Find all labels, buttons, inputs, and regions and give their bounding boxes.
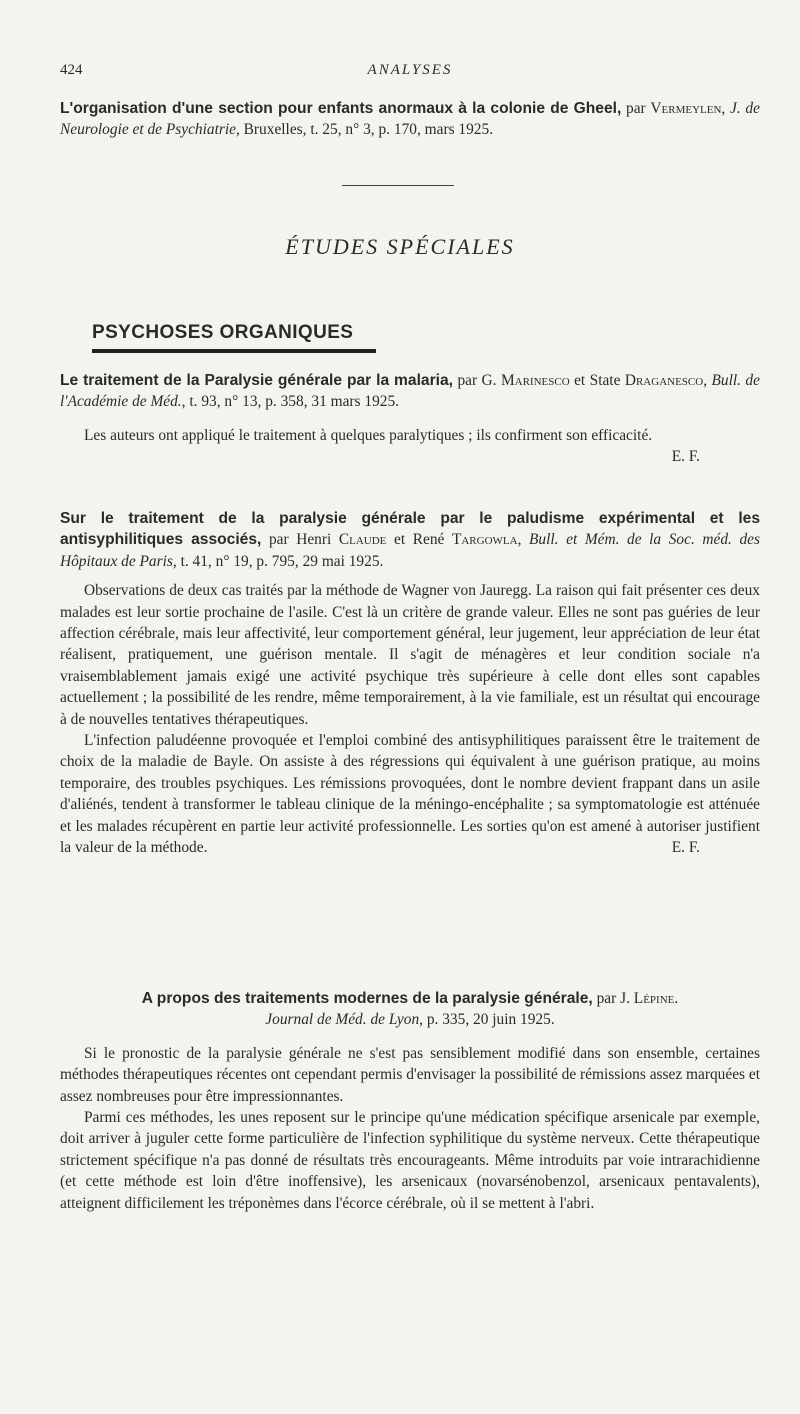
entry-reference: Bruxelles, t. 25, n° 3, p. 170, mars 1925. [243,121,494,139]
article-paludisme [60,508,760,859]
article-signature: E. F. [671,839,700,857]
article-journal: Journal de Méd. de Lyon, [265,1011,423,1029]
subsection-heading: PSYCHOSES ORGANIQUES [92,322,354,343]
article-author: Marinesco [500,372,570,389]
entry-author: Vermeylen, [650,100,726,117]
article-and: et State [574,372,621,389]
article-traitements-modernes [60,988,760,1214]
entry-journal: J. de Neurologie et de Psychiatrie, [60,100,760,139]
article-title: Le traitement de la Paralysie générale par la malaria, [60,372,454,389]
article-reference: t. 93, n° 13, p. 358, 31 mars 1925. [189,393,400,411]
article-paragraph: Observations de deux cas traités par la méthode de Wagner von Jauregg. La raison qui fait présenter ces deux malades est leur sortie prochaine de l'asile. C'est là un critère de grande valeur. Elles ne sont pas guéries de leur affection cérébrale, mais leur affectivité, leur comportement général, leur jugement, leur appréciation de leur état réalisent, pratiquement, une guérison mentale. Il s'agit de ménagères et leur condition sociale n'a vraisemblablement jamais exigé une activité psychique très supérieure à celle dont elles sont capables actuellement ; la possibilité de les rendre, même temporairement, à la vie familiale, est un résultat qui encourage à de nouvelles tentatives thérapeutiques. [60,582,760,728]
article-and: et René [394,531,445,549]
entry-gheel [60,98,760,141]
running-header [60,62,760,82]
article-by: par Henri [268,531,332,549]
article-signature: E. F. [671,448,700,466]
article-title: A propos des traitements modernes de la paralysie générale, [141,990,593,1007]
article-author: Draganesco, [624,372,708,389]
running-title: ANALYSES [367,62,453,78]
article-journal: Bull. et Mém. de la Soc. méd. des Hôpitaux de Paris, [60,531,760,570]
article-reference: p. 335, 20 juin 1925. [426,1011,555,1029]
article-title: Sur le traitement de la paralysie générale par le paludisme expérimental et les antisyphilitiques associés, [60,510,760,549]
article-body: Les auteurs ont appliqué le traitement à quelques paralytiques ; ils confirment son efficacité. [84,426,653,444]
article-by: par J. [596,990,630,1007]
article-journal: Bull. de l'Académie de Méd., [60,372,760,411]
article-paragraph: L'infection paludéenne provoquée et l'emploi combiné des antisyphilitiques paraissent être le traitement de choix de la maladie de Bayle. On assiste à des régressions qui équivalent à une guérison pratique, au moins temporaire, des troubles psychiques. Les rémissions provoquées, dont le nombre devient frappant dans un asile d'aliénés, tendent à transformer le tableau clinique de la méningo-encéphalite ; sa symptomatologie est atténuée et les malades récupèrent en partie leur activité professionnelle. Les sorties qu'on est amené à autoriser justifient la valeur de la méthode. [60,732,760,857]
article-paragraph: Parmi ces méthodes, les unes reposent sur le principe qu'une médication spécifique arsenicale par exemple, doit arriver à juguler cette forme particulière de l'infection syphilitique du système nerveux. Cette thérapeutique strictement spécifique n'a pas donné de résultats très encourageants. Même introduits par voie intrarachidienne (et cette méthode est loin d'être inoffensive), les arsenicaux (novarsénobenzol, arsenicaux pentavalents), atteignent difficilement les tréponèmes dans l'écorce cérébrale, où il se mettent à l'abri. [60,1109,760,1212]
article-author: Lépine. [633,990,679,1007]
article-author: Claude [338,531,387,549]
article-by: par G. [457,372,497,389]
article-malaria [60,370,760,468]
article-reference: t. 41, n° 19, p. 795, 29 mai 1925. [180,552,384,570]
article-author: Targowla, [451,531,522,549]
article-paragraph: Si le pronostic de la paralysie générale ne s'est pas sensiblement modifié dans son ensemble, certaines méthodes thérapeutiques récentes ont cependant permis d'envisager la possibilité de rémissions assez marquées et assez nombreuses pour être impressionnantes. [60,1044,760,1105]
entry-title: L'organisation d'une section pour enfants anormaux à la colonie de Gheel, [60,100,622,117]
page-number: 424 [60,62,83,78]
separator-rule [342,185,454,186]
subsection-underline [92,349,376,353]
entry-by: par [626,100,646,117]
section-heading: ÉTUDES SPÉCIALES [285,234,515,259]
